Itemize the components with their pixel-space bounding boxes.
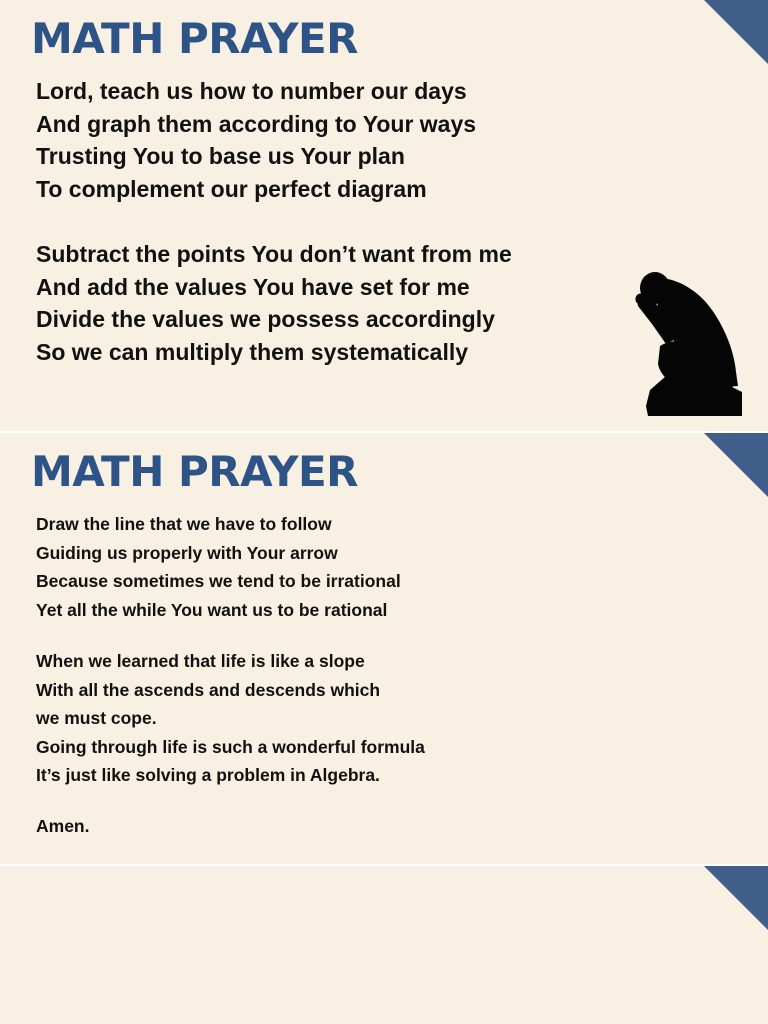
- corner-triangle-accent: [704, 866, 768, 930]
- stanza-2: [36, 647, 425, 790]
- slide-title: MATH PRAYER: [31, 447, 359, 496]
- corner-triangle-accent: [704, 0, 768, 64]
- stanza-1: [36, 510, 401, 624]
- verse-line: And graph them according to Your ways: [36, 110, 477, 137]
- praying-man-silhouette-icon: [630, 268, 748, 420]
- verse-line: With all the ascends and descends which: [36, 679, 381, 700]
- verse-line: Trusting You to base us Your plan: [36, 143, 405, 170]
- slide-2: [0, 433, 768, 864]
- verse-line: To complement our perfect diagram: [36, 176, 427, 203]
- verse-line: Yet all the while You want us to be rational: [36, 599, 388, 620]
- slide-1: [0, 0, 768, 431]
- verse-line: It’s just like solving a problem in Algebra.: [36, 765, 380, 786]
- corner-triangle-accent: [704, 433, 768, 497]
- verse-line: Subtract the points You don’t want from me: [36, 241, 512, 267]
- verse-line: we must cope.: [36, 708, 157, 729]
- slide-title: MATH PRAYER: [31, 14, 359, 63]
- verse-line: When we learned that life is like a slope: [36, 651, 365, 671]
- verse-line: Going through life is such a wonderful formula: [36, 736, 425, 757]
- closing-line: Amen.: [36, 816, 90, 836]
- verse-line: Divide the values we possess accordingly: [36, 306, 495, 333]
- stanza-1: [36, 75, 476, 206]
- verse-line: Because sometimes we tend to be irrational: [36, 571, 401, 592]
- verse-line: So we can multiply them systematically: [36, 339, 469, 366]
- verse-line: Draw the line that we have to follow: [36, 514, 332, 534]
- verse-line: Guiding us properly with Your arrow: [36, 542, 338, 563]
- verse-line: And add the values You have set for me: [36, 273, 470, 300]
- slide-3: [0, 866, 768, 1024]
- stanza-2: [36, 238, 512, 369]
- stanza-3: [36, 812, 89, 841]
- verse-line: Lord, teach us how to number our days: [36, 78, 467, 104]
